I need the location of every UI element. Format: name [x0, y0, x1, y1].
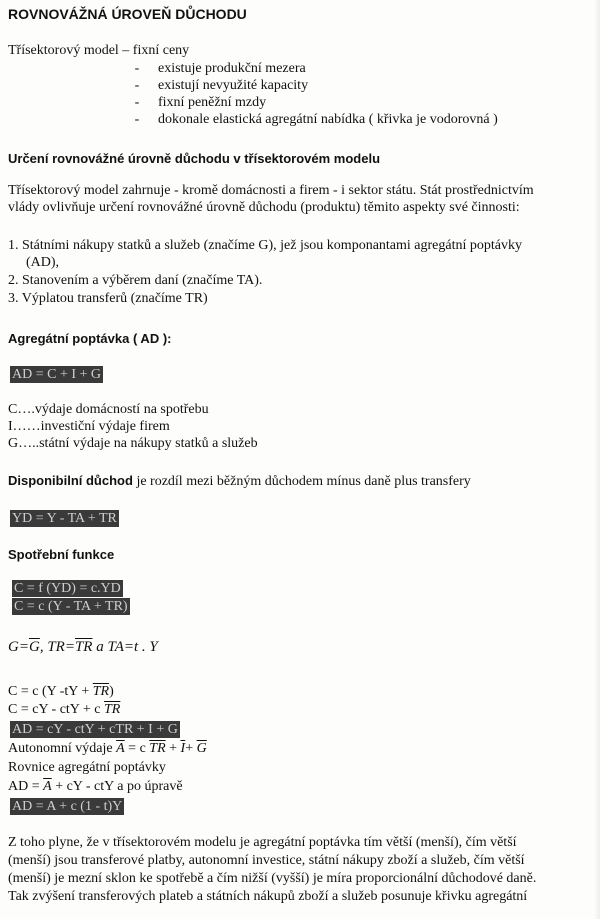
- consumption-heading: Spotřební funkce: [8, 547, 115, 562]
- conclusion-text: Z toho plyne, že v třísektorovém modelu je agregátní poptávka tím větší (menší), čím větší: [8, 835, 517, 850]
- ad-heading: Agregátní poptávka ( AD ):: [8, 331, 172, 346]
- derivation-line: AD = cY - ctY + cTR + I + G: [12, 722, 178, 737]
- ad-final-formula: AD = A + c (1 - t)Y: [12, 799, 123, 814]
- model-heading: Třísektorový model – fixní ceny: [8, 43, 190, 58]
- derivation-line: C = c (Y $-tY + \overline{TR}$): [8, 684, 114, 699]
- assumption-item: - existuje produkční mezera: [134, 61, 306, 76]
- conclusion-text: (menší) je mezní sklon ke spotřebě a čím nižší (vyšší) je míra proporcionální důchodové daně.: [8, 871, 537, 886]
- conclusion-text: (menší) jsou transferové platby, autonomní investice, státní nákupy zboží a služeb, čím větší: [8, 853, 525, 868]
- scan-edge-shadow: [594, 0, 600, 919]
- ad-legend-item: I……investiční výdaje firem: [8, 419, 170, 434]
- ad-equation: AD = $\overline{A}$ + cY - ctY a po úpravě: [8, 779, 183, 794]
- intro-text: vlády ovlivňuje určení rovnovážné úrovně důchodu (produktu) těmito aspekty své činnosti:: [8, 200, 520, 215]
- intro-text: Třísektorový model zahrnuje - kromě domácnosti a firem - i sektor státu. Stát prostřednictvím: [8, 183, 534, 198]
- ad-equation-heading: Rovnice agregátní poptávky: [8, 760, 166, 775]
- document-title: ROVNOVÁŽNÁ ÚROVEŇ DŮCHODU: [8, 6, 247, 22]
- ad-legend-item: C….výdaje domácností na spotřebu: [8, 402, 209, 417]
- autonomous-expenditures: Autonomní výdaje $\overline{A} = c$ $\overline{TR} + \overline{I}+ \overline{G}$: [8, 741, 207, 756]
- assumption-item: - existují nevyužité kapacity: [134, 78, 309, 93]
- consumption-formula: C = f (YD) = c.YD: [14, 581, 121, 596]
- consumption-formula: C = c (Y - TA + TR): [14, 599, 128, 614]
- aspect-item: 2. Stanovením a výběrem daní (značíme TA).: [8, 273, 263, 288]
- ad-legend-item: G…..státní výdaje na nákupy statků a služeb: [8, 436, 258, 451]
- assumption-item: - fixní peněžní mzdy: [134, 95, 267, 110]
- aspect-item: 3. Výplatou transferů (značíme TR): [8, 291, 208, 306]
- conclusion-text: Tak zvýšení transferových plateb a státních nákupů zboží a služeb posunuje křivku agregátní: [8, 889, 528, 904]
- yd-formula: YD = Y - TA + TR: [12, 511, 117, 526]
- aspect-item: 1. Státními nákupy statků a služeb (značíme G), jež jsou komponantami agregátní poptávky: [8, 238, 522, 253]
- aspect-item: (AD),: [26, 255, 60, 270]
- ad-formula: AD = C + I + G: [12, 367, 102, 382]
- government-equations: $G=\overline{G}$, $TR=\overline{TR}$ a TA=t . Y: [8, 639, 158, 655]
- disposable-income-definition: Disponibilní důchod je rozdíl mezi běžným důchodem mínus daně plus transfery: [8, 473, 471, 489]
- section-heading: Určení rovnovážné úrovně důchodu v třísektorovém modelu: [8, 151, 381, 166]
- derivation-line: C = cY - ctY + c $\overline{TR}$: [8, 702, 121, 717]
- assumption-item: - dokonale elastická agregátní nabídka ( křivka je vodorovná ): [134, 112, 498, 127]
